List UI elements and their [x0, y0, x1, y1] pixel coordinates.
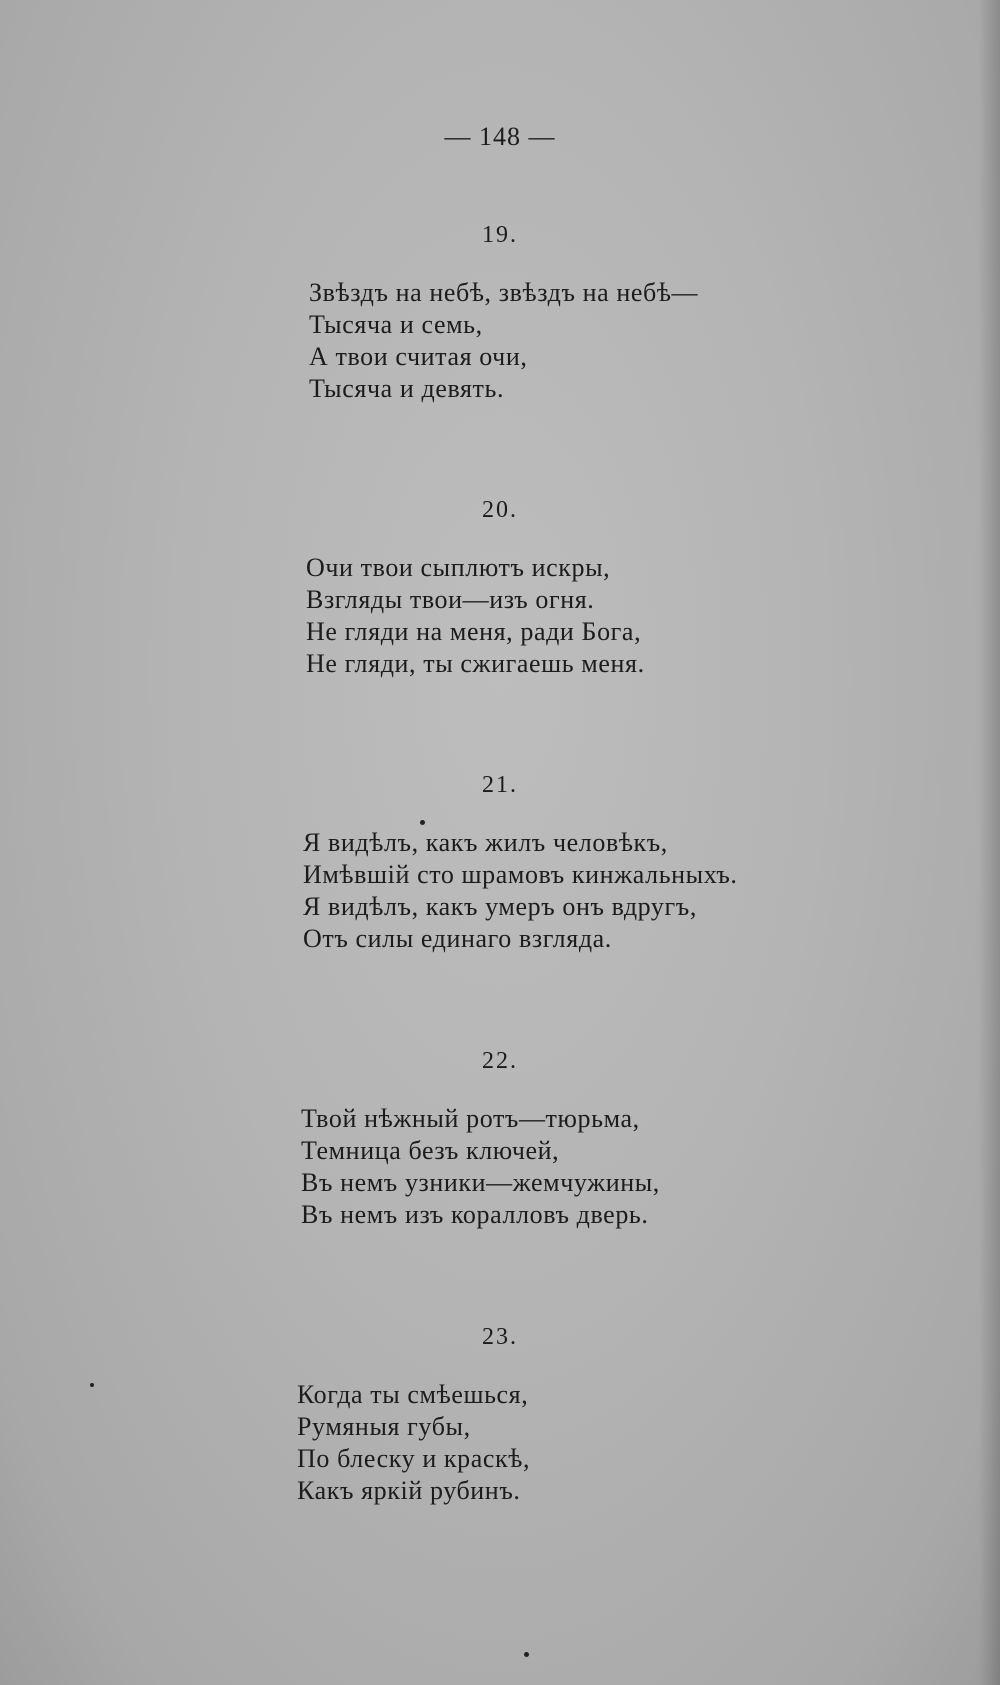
- page-number: — 148 —: [444, 122, 556, 151]
- poem-line: Въ немъ изъ коралловъ дверь.: [301, 1200, 649, 1229]
- poem-number: 22.: [482, 1048, 518, 1074]
- poem-22: [0, 1048, 1000, 1231]
- ink-speck: [524, 1652, 529, 1657]
- poem-lines: [301, 1103, 1000, 1231]
- poem-line: Не гляди, ты сжигаешь меня.: [306, 649, 645, 678]
- poem-line: Имѣвшій сто шрамовъ кинжальныхъ.: [303, 860, 738, 889]
- poem-line: Румяныя губы,: [297, 1412, 471, 1441]
- poem-number: 21.: [482, 772, 518, 798]
- poem-line: А твои считая очи,: [309, 342, 528, 371]
- poem-line: Въ немъ узники—жемчужины,: [301, 1168, 660, 1197]
- poem-line: Взгляды твои—изъ огня.: [306, 585, 595, 614]
- poem-line: Темница безъ ключей,: [301, 1136, 560, 1165]
- poem-line: Отъ силы единаго взгляда.: [303, 924, 612, 953]
- poem-number: 19.: [482, 222, 518, 248]
- poem-21: [0, 772, 1000, 955]
- poem-lines: [306, 552, 1000, 680]
- poem-23: [0, 1324, 1000, 1507]
- poem-line: Я видѣлъ, какъ умеръ онъ вдругъ,: [303, 892, 697, 921]
- poem-line: Когда ты смѣешься,: [297, 1380, 529, 1409]
- poem-20: [0, 497, 1000, 680]
- poem-line: Тысяча и девять.: [309, 374, 505, 403]
- poem-line: Очи твои сыплютъ искры,: [306, 553, 611, 582]
- poem-line: По блеску и краскѣ,: [297, 1444, 531, 1473]
- poem-number: 20.: [482, 497, 518, 523]
- poem-line: Я видѣлъ, какъ жилъ человѣкъ,: [303, 828, 668, 857]
- ink-speck: [420, 820, 425, 825]
- poem-number: 23.: [482, 1324, 518, 1350]
- poem-line: Тысяча и семь,: [309, 310, 483, 339]
- poem-line: Звѣздъ на небѣ, звѣздъ на небѣ—: [309, 278, 699, 307]
- poem-line: Какъ яркій рубинъ.: [297, 1476, 521, 1505]
- poem-line: Твой нѣжный ротъ—тюрьма,: [301, 1104, 640, 1133]
- poem-lines: [297, 1379, 1000, 1507]
- poem-lines: [303, 827, 1000, 955]
- ink-speck: [90, 1383, 94, 1387]
- poem-19: [0, 222, 1000, 405]
- poem-line: Не гляди на меня, ради Бога,: [306, 617, 642, 646]
- poem-lines: [309, 277, 1000, 405]
